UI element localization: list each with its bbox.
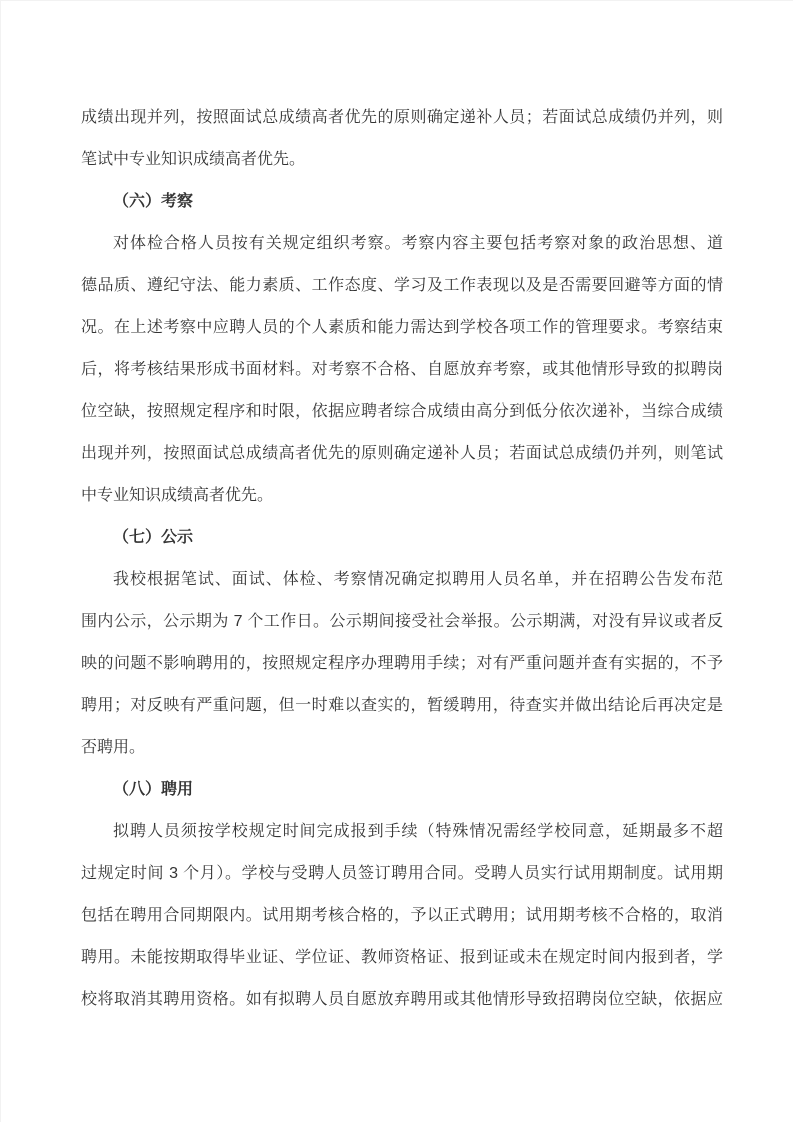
text-line: 德品质、遵纪守法、能力素质、工作态度、学习及工作表现以及是否需要回避等方面的情 bbox=[81, 277, 723, 294]
text-line: 拟聘人员须按学校规定时间完成报到手续（特殊情况需经学校同意，延期最多不超 bbox=[113, 823, 723, 840]
text-line: 聘用；对反映有严重问题，但一时难以查实的，暂缓聘用，待查实并做出结论后再决定是 bbox=[81, 697, 723, 714]
document-body bbox=[81, 97, 723, 1021]
section-heading: （七）公示 bbox=[113, 529, 194, 546]
text-line: 出现并列，按照面试总成绩高者优先的原则确定递补人员；若面试总成绩仍并列，则笔试 bbox=[81, 445, 723, 462]
text-line: 校将取消其聘用资格。如有拟聘人员自愿放弃聘用或其他情形导致招聘岗位空缺，依据应 bbox=[81, 991, 723, 1008]
text-line: 中专业知识成绩高者优先。 bbox=[81, 487, 274, 504]
section-heading: （六）考察 bbox=[113, 193, 194, 210]
text-line: 映的问题不影响聘用的，按照规定程序办理聘用手续；对有严重问题并查有实据的，不予 bbox=[81, 655, 723, 672]
text-line: 包括在聘用合同期限内。试用期考核合格的，予以正式聘用；试用期考核不合格的，取消 bbox=[81, 907, 723, 924]
text-line: 况。在上述考察中应聘人员的个人素质和能力需达到学校各项工作的管理要求。考察结束 bbox=[81, 319, 723, 336]
text-line: 笔试中专业知识成绩高者优先。 bbox=[81, 151, 306, 168]
text-line: 位空缺，按照规定程序和时限，依据应聘者综合成绩由高分到低分依次递补，当综合成绩 bbox=[81, 403, 723, 420]
section-heading: （八）聘用 bbox=[113, 781, 194, 798]
text-line: 对体检合格人员按有关规定组织考察。考察内容主要包括考察对象的政治思想、道 bbox=[113, 235, 723, 252]
text-line: 过规定时间 3 个月）。学校与受聘人员签订聘用合同。受聘人员实行试用期制度。试用期 bbox=[81, 865, 723, 882]
text-line: 我校根据笔试、面试、体检、考察情况确定拟聘用人员名单，并在招聘公告发布范 bbox=[113, 571, 723, 588]
text-line: 否聘用。 bbox=[81, 739, 146, 756]
text-line: 成绩出现并列，按照面试总成绩高者优先的原则确定递补人员；若面试总成绩仍并列，则 bbox=[81, 109, 723, 126]
text-line: 聘用。未能按期取得毕业证、学位证、教师资格证、报到证或未在规定时间内报到者，学 bbox=[81, 949, 723, 966]
text-line: 后，将考核结果形成书面材料。对考察不合格、自愿放弃考察，或其他情形导致的拟聘岗 bbox=[81, 361, 723, 378]
text-line: 围内公示，公示期为 7 个工作日。公示期间接受社会举报。公示期满，对没有异议或者反 bbox=[81, 613, 723, 630]
